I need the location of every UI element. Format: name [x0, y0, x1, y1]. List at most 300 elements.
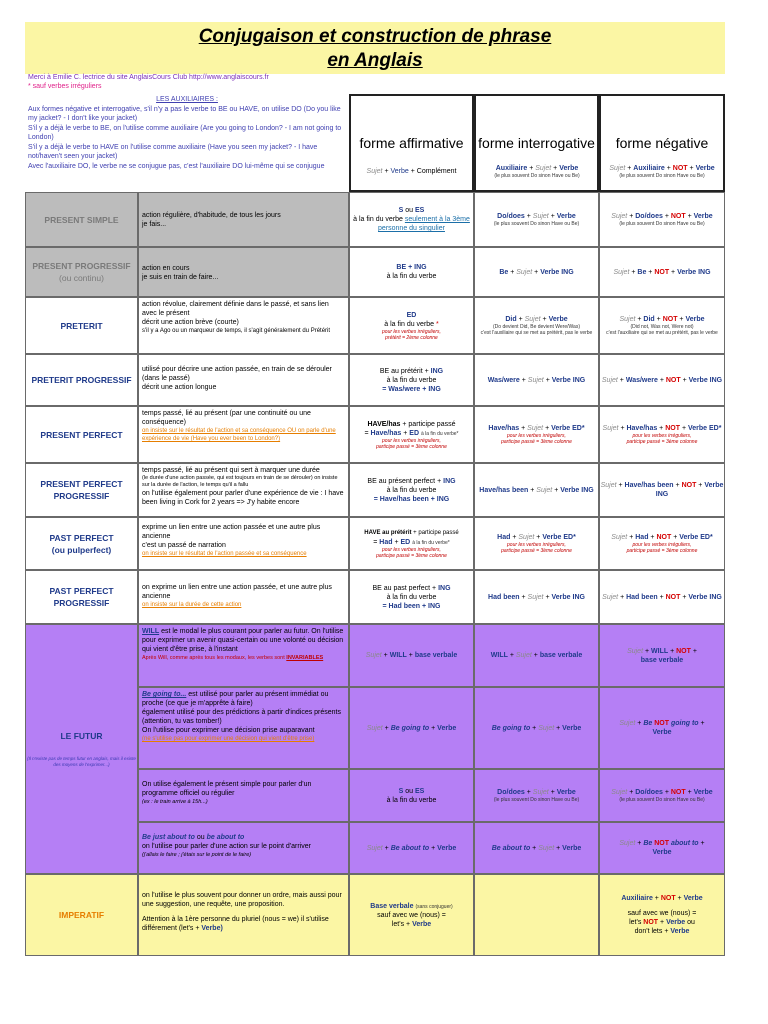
word-not: NOT: [665, 425, 680, 432]
aff-preterit: [349, 297, 474, 354]
word-will: WILL: [490, 652, 508, 659]
keyword-going-to: Be going to...: [142, 691, 187, 698]
aux-paragraph-2: S'il y a déjà le verbe to BE, on l'utilise comme auxiliaire (Are you going to London? - I am not going to London): [28, 124, 342, 141]
aux-paragraph-1: Aux formes négative et interrogative, s'il n'y a pas le verbe to BE ou HAVE, on utilise DO (Do you like my jacket? - I don't like your jacket): [28, 105, 341, 122]
tense-label: PRESENT PERFECT: [40, 429, 123, 440]
word-verb: Verbe: [559, 164, 579, 172]
header-interrogative-label: forme interrogative: [478, 135, 595, 151]
int-futur-present-simple: Do/does + Sujet + Verbe (le plus souvent Do sinon Have ou Be): [474, 769, 599, 822]
word-subject: Sujet: [366, 167, 383, 175]
word-ing: ING: [436, 495, 450, 503]
be-present-perfect: BE au présent perfect: [367, 477, 436, 485]
desc-line: Attention à la 1ère personne du pluriel (nous = we) il s'utilise différement (let's: [142, 916, 329, 932]
neg-present-perfect: Sujet + Have/has + NOT + Verbe ED* pour les verbes irréguliers, participe passé = 3ème colonne: [599, 406, 725, 463]
word-subject: Sujet: [611, 534, 628, 541]
word-subject: Sujet: [602, 593, 619, 601]
neg-futur-will: Sujet + WILL + NOT + base verbale: [599, 624, 725, 687]
word-subject: Sujet: [602, 425, 619, 432]
desc-line: action révolue, clairement définie dans le passé, et sans lien avec le présent: [142, 301, 329, 317]
neg-preterit-progressive: Sujet + Was/were + NOT + Verbe ING: [599, 354, 725, 406]
irregular-note: pour les verbes irréguliers,: [632, 542, 692, 548]
irregular-note: participe passé = 3ème colonne: [501, 439, 572, 445]
tense-sublabel: (ou pulperfect): [51, 544, 112, 555]
word-subject: Sujet: [524, 316, 541, 323]
aff-futur-will: Sujet + WILL + base verbale: [349, 624, 474, 687]
irregular-note: participe passé = 3ème colonne: [376, 552, 447, 559]
suffix-ed: ED: [406, 311, 417, 319]
word-verb: Verbe: [693, 789, 713, 796]
word-subject: Sujet: [527, 376, 544, 384]
word-verb: Verbe: [695, 164, 715, 172]
end-of-verb: à la fin du verbe: [386, 376, 437, 384]
word-aux: Do/does: [497, 213, 525, 220]
desc-past-perfect: [138, 517, 349, 570]
word-not: NOT: [656, 534, 672, 541]
irregular-note: prétérit = 2ème colonne: [385, 334, 438, 341]
end-of-verb: à la fin du verbe: [386, 486, 437, 494]
desc-line: action en cours: [142, 265, 190, 272]
word-verb-ing: Verbe ING: [551, 376, 586, 384]
word-have-has: Have/has: [488, 425, 520, 432]
desc-line: je suis en train de faire...: [142, 274, 219, 281]
word-did: Did: [643, 316, 655, 323]
desc-present-simple: [138, 192, 349, 247]
desc-futur-about-to: [138, 822, 349, 874]
tense-label: LE FUTUR: [60, 731, 103, 741]
irregular-note: * sauf verbes irréguliers: [28, 83, 102, 90]
word-will: WILL: [389, 652, 407, 659]
word-subject: Sujet: [527, 593, 544, 601]
word-verb: Verbe: [683, 895, 703, 902]
word-have-has: HAVE/has: [367, 420, 401, 428]
word-going-to: Be going to: [390, 724, 430, 732]
word-lets: let's: [629, 919, 642, 926]
word-had: Had: [497, 534, 511, 541]
suffix-ed: ED: [400, 538, 411, 546]
word-or: ou: [405, 787, 414, 795]
aff-present-perfect: HAVE/has + participe passé = Have/has + ED à la fin du verbe* pour les verbes irréguliers, participe passé = 3ème colonne: [349, 406, 474, 463]
neg-present-perfect-progressive: Sujet + Have/has been + NOT + Verbe ING: [599, 463, 725, 517]
int-present-progressive: Be + Sujet + Verbe ING: [474, 247, 599, 297]
futur-note: (Il n'existe pas de temps futur en anglais, mais il existe des moyens de l'exprimer...): [27, 756, 136, 767]
aux-paragraph-3: S'il y a déjà le verbe to HAVE on l'utilise comme auxiliaire (Have you seen my jacket? - I have not/haven't seen your jacket): [28, 143, 318, 160]
word-not: NOT: [665, 593, 681, 601]
word-not: NOT: [654, 840, 670, 847]
desc-futur-will: [138, 624, 349, 687]
neg-preterit: Sujet + Did + NOT + Verbe (Did not, Was not, Were not) c'est l'auxiliaire qui se met au prétérit, pas le verbe: [599, 297, 725, 354]
word-going-to: going to: [670, 720, 699, 727]
keyword-about-to: be about to: [206, 834, 245, 841]
aux-paragraph-4: Avec l'auxiliaire DO, le verbe ne se conjugue pas, c'est l'auxiliaire DO lui-même qui se conjugue: [28, 162, 325, 170]
aux-note: (le plus souvent Do sinon Have ou Be): [619, 221, 705, 227]
desc-present-perfect-progressive: [138, 463, 349, 517]
word-verb: Verbe: [562, 724, 582, 732]
word-not: NOT: [643, 919, 659, 926]
suffix-es: ES: [415, 207, 425, 214]
word-auxiliary: Auxiliaire: [633, 164, 665, 172]
word-or: ou: [687, 919, 695, 926]
desc-line: je fais...: [142, 221, 167, 228]
tense-label: PAST PERFECT: [49, 586, 114, 596]
desc-past-perfect-progressive: [138, 570, 349, 624]
neg-futur-going-to: Sujet + Be NOT going to + Verbe: [599, 687, 725, 769]
desc-preterit-progressive: [138, 354, 349, 406]
base-interrogative: Auxiliaire + Sujet + Verbe (le plus souvent Do sinon Have ou Be): [494, 164, 580, 179]
exception-note: sauf avec we (nous) =: [377, 911, 446, 919]
word-have-been: Have/has been: [479, 486, 529, 494]
word-auxiliary: Auxiliaire: [495, 164, 528, 172]
int-preterit-progressive: Was/were + Sujet + Verbe ING: [474, 354, 599, 406]
aux-note: (le plus souvent Do sinon Have ou Be): [619, 172, 705, 179]
word-ing: ING: [414, 264, 427, 271]
desc-line: action régulière, d'habitude, de tous les jours: [142, 212, 281, 219]
word-was-were: Was/were: [625, 376, 658, 384]
tense-imperatif: [25, 874, 138, 956]
desc-line: également utilisé pour des prédictions à partir d'indices présents (attention, tu vas tomber!): [142, 709, 342, 725]
word-not: NOT: [665, 376, 681, 384]
word-or: ou: [405, 207, 414, 214]
word-subject: Sujet: [609, 164, 626, 172]
desc-line: est utilisé pour parler au présent immédiat ou proche (ce que je m'apprête à faire): [142, 691, 329, 707]
word-verb-ing: Verbe ING: [540, 268, 574, 276]
suffix-ed: ED: [409, 429, 420, 437]
suffix-s: S: [398, 207, 404, 214]
tense-preterit-progressive: [25, 354, 138, 406]
aux-note: c'est l'auxiliaire qui se met au prétérit, pas le verbe: [480, 330, 593, 336]
desc-line: utilisé pour décrire une action passée, en train de se dérouler (dans le passé): [142, 366, 332, 382]
word-not: NOT: [654, 720, 670, 727]
aff-present-progressive: BE + ING à la fin du verbe: [349, 247, 474, 297]
word-had-been: Had been: [626, 593, 658, 601]
aff-imperatif: Base verbale (sans conjuguer) sauf avec we (nous) = let's + Verbe: [349, 874, 474, 956]
word-subject: Sujet: [535, 164, 552, 172]
word-base: base verbale: [414, 652, 458, 659]
word-subject: Sujet: [365, 652, 382, 659]
word-be: Be: [643, 720, 653, 727]
auxiliaries-heading: LES AUXILIAIRES :: [156, 96, 218, 103]
tense-present-perfect: [25, 406, 138, 463]
int-present-simple: Do/does + Sujet + Verbe (le plus souvent Do sinon Have ou Be): [474, 192, 599, 247]
keyword-invariables: INVARIABLES: [286, 655, 324, 661]
tense-label: PROGRESSIF: [53, 598, 110, 608]
word-aux: Do/does: [635, 213, 663, 220]
word-subject: Sujet: [538, 844, 555, 852]
desc-imperatif: on l'utilise le plus souvent pour donner un ordre, mais aussi pour une suggestion, une requête, une proposition. Attention à la 1ère personne du pluriel (nous = we) il s'utilise différement (let's + Verbe): [138, 874, 349, 956]
word-complement: Complément: [416, 167, 457, 175]
word-be: Be: [637, 268, 647, 276]
word-subject: Sujet: [532, 213, 549, 220]
word-have-been: Have/has been: [379, 495, 429, 503]
tense-label: PRESENT SIMPLE: [44, 214, 119, 225]
word-verb: Verbe: [556, 213, 576, 220]
word-not: NOT: [654, 268, 670, 276]
int-futur-about-to: Be about to + Sujet + Verbe: [474, 822, 599, 874]
tense-past-perfect-progressive: [25, 570, 138, 624]
desc-futur-going-to: [138, 687, 349, 769]
word-not: NOT: [676, 647, 691, 655]
desc-line: est le modal le plus courant pour parler au futur. On l'utilise pour exprimer un avenir quasi-certain ou une volonté ou décision qui vient d'être prise, à l'instant: [142, 628, 344, 653]
word-subject: Sujet: [611, 789, 628, 796]
word-verb: Verbe: [693, 213, 713, 220]
word-about-to: about to: [670, 840, 699, 847]
word-subject: Sujet: [516, 268, 533, 276]
word-had-been: Had been: [488, 593, 520, 601]
title-line-1: Conjugaison et construction de phrase: [198, 26, 552, 47]
desc-line: on l'utilise pour parler d'une action sur le point d'arriver: [142, 843, 311, 850]
suffix-es: ES: [415, 787, 425, 795]
word-ing: ING: [438, 584, 451, 592]
end-of-verb: à la fin du verbe*: [420, 430, 459, 437]
end-of-verb: à la fin du verbe: [386, 796, 437, 804]
word-had: Had: [379, 538, 393, 546]
word-not: NOT: [670, 213, 686, 220]
word-do-does: Do/does: [635, 789, 663, 796]
end-of-verb: à la fin du verbe: [384, 320, 435, 328]
keyword-just-about-to: Be just about to: [142, 834, 195, 841]
aux-note: (le plus souvent Do sinon Have ou Be): [494, 172, 580, 179]
word-verb: Verbe: [412, 920, 432, 928]
word-verb-ing: Verbe ING: [677, 268, 711, 276]
irregular-note: participe passé = 3ème colonne: [626, 439, 698, 445]
end-of-verb: à la fin du verbe*: [412, 539, 450, 546]
tense-label: PRESENT PROGRESSIF: [32, 261, 131, 271]
word-verb: Verbe: [652, 849, 672, 856]
third-person-note: seulement à la 3ème personne du singulier: [378, 216, 470, 232]
desc-line: décrit une action longue: [142, 384, 217, 391]
word-verb: Verbe: [556, 789, 576, 796]
desc-line: on exprime un lien entre une action passée, et une autre plus ancienne: [142, 584, 332, 600]
base-affirmative: Sujet + Verbe + Complément: [366, 167, 457, 175]
word-subject: Sujet: [518, 534, 535, 541]
desc-line: temps passé, lié au présent qui sert à marquer une durée: [142, 467, 320, 474]
irregular-note: participe passé = 3ème colonne: [376, 443, 447, 450]
word-not: NOT: [672, 164, 688, 172]
desc-line: On utilise également le présent simple pour parler d'un programme officiel ou régulier: [142, 781, 312, 797]
word-or: ou: [196, 834, 205, 841]
word-verb: Verbe: [685, 316, 705, 323]
tense-present-simple: [25, 192, 138, 247]
desc-preterit: [138, 297, 349, 354]
word-be: Be: [643, 840, 653, 847]
tense-label: PRETERIT: [60, 320, 103, 331]
word-verb: Verbe: [548, 316, 568, 323]
word-verb: Verbe: [437, 844, 457, 852]
desc-highlight: (ne s'utilise pas pour exprimer une décision qui vient d'être prise): [142, 736, 315, 742]
header-affirmative-label: forme affirmative: [359, 135, 464, 151]
desc-line: s'il y a Ago ou un marqueur de temps, il s'agit généralement du Prétérit: [142, 328, 331, 334]
irregular-note: participe passé = 3ème colonne: [626, 548, 698, 554]
irregular-note: pour les verbes irréguliers,: [507, 433, 566, 439]
int-past-perfect: Had + Sujet + Verbe ED* pour les verbes irréguliers, participe passé = 3ème colonne: [474, 517, 599, 570]
word-ing: ING: [428, 385, 441, 393]
have-preterit: HAVE au prétérit: [364, 529, 412, 536]
credits-line: Merci à Emilie C. lectrice du site AnglaisCours Club http://www.anglaiscours.fr: [28, 74, 269, 81]
desc-line: c'est un passé de narration: [142, 542, 226, 549]
word-subject: Sujet: [538, 724, 555, 732]
int-futur-going-to: Be going to + Sujet + Verbe: [474, 687, 599, 769]
tense-futur: [25, 624, 138, 874]
end-of-verb: à la fin du verbe: [386, 593, 437, 601]
word-not: NOT: [660, 895, 676, 902]
end-of-verb: à la fin du verbe: [386, 273, 437, 280]
word-not: NOT: [662, 316, 678, 323]
word-subject: Sujet: [627, 647, 644, 655]
word-have-has: Have/has: [626, 425, 658, 432]
word-verb: Verbe: [562, 844, 582, 852]
tense-label: PAST PERFECT: [49, 532, 114, 543]
int-past-perfect-progressive: Had been + Sujet + Verbe ING: [474, 570, 599, 624]
word-have-been: Have/has been: [624, 482, 674, 489]
int-present-perfect-progressive: Have/has been + Sujet + Verbe ING: [474, 463, 599, 517]
keyword-will: WILL: [142, 628, 160, 635]
word-will: WILL: [651, 647, 669, 655]
asterisk: *: [436, 320, 439, 328]
word-subject: Sujet: [619, 720, 636, 727]
word-verb-ing: Verbe ING: [655, 482, 724, 498]
aux-note: (le plus souvent Do sinon Have ou Be): [619, 797, 705, 803]
desc-line: temps passé, lié au présent (par une continuité ou une conséquence): [142, 410, 311, 426]
aff-present-perfect-progressive: BE au présent perfect + ING à la fin du verbe = Have/has been + ING: [349, 463, 474, 517]
aux-note: (Did not, Was not, Were not): [630, 324, 694, 330]
tense-sublabel: (ou continu): [59, 273, 104, 283]
title-line-2: en Anglais: [327, 50, 423, 71]
word-dont-lets: don't lets: [634, 928, 663, 935]
irregular-note: pour les verbes irréguliers,: [632, 433, 692, 439]
word-subject: Sujet: [619, 316, 636, 323]
suffix-s: S: [398, 787, 404, 795]
aff-preterit-progressive: BE au prétérit + ING à la fin du verbe = Was/were + ING: [349, 354, 474, 406]
past-participle: participe passé: [408, 420, 456, 428]
desc-highlight: on insiste sur la durée de cette action: [142, 602, 242, 608]
tense-preterit: [25, 297, 138, 354]
tense-present-progressive: [25, 247, 138, 297]
aff-futur-about-to: Sujet + Be about to + Verbe: [349, 822, 474, 874]
exception-note: sauf avec we (nous) =: [627, 910, 697, 917]
word-subject: Sujet: [527, 425, 544, 432]
word-subject: Sujet: [619, 840, 636, 847]
base-negative: Sujet + Auxiliaire + NOT + Verbe (le plus souvent Do sinon Have ou Be): [609, 164, 715, 179]
neg-futur-about-to: Sujet + Be NOT about to + Verbe: [599, 822, 725, 874]
word-did: Did: [505, 316, 517, 323]
word-subject: Sujet: [366, 724, 383, 732]
irregular-note: pour les verbes irréguliers,: [382, 546, 441, 553]
be-preterit: BE au prétérit: [379, 367, 423, 375]
word-subject: Sujet: [366, 844, 383, 852]
word-verb-ing: Verbe ING: [551, 593, 585, 601]
irregular-note: pour les verbes irréguliers,: [382, 328, 441, 335]
int-present-perfect: Have/has + Sujet + Verbe ED* pour les verbes irréguliers, participe passé = 3ème colonne: [474, 406, 599, 463]
word-subject: Sujet: [515, 652, 532, 659]
neg-imperatif: Auxiliaire + NOT + Verbe sauf avec we (nous) = let's NOT + Verbe ou don't lets + Verbe: [599, 874, 725, 956]
word-was-were: Was/were: [388, 385, 421, 393]
word-verb-ed: Verbe ED*: [687, 425, 722, 432]
word-base: Base verbale: [370, 902, 414, 910]
desc-highlight: on insiste sur le résultat de l'action passée et sa conséquence: [142, 551, 307, 557]
desc-line: on l'utilise également pour parler d'une expérience de vie : I have been living in Cork for 2 years => J'y habite encore: [142, 490, 344, 506]
header-negative-label: forme négative: [615, 135, 709, 151]
desc-futur-present-simple: [138, 769, 349, 822]
word-had-been: Had been: [388, 602, 421, 610]
word-verb: Verbe: [652, 729, 672, 736]
tense-label: PRESENT PERFECT: [40, 479, 123, 489]
word-about-to: Be about to: [491, 844, 531, 852]
word-verb: Verbe): [201, 925, 223, 932]
word-not: NOT: [681, 482, 697, 489]
tense-label: PRETERIT PROGRESSIF: [31, 375, 132, 385]
irregular-note: participe passé = 3ème colonne: [501, 548, 572, 554]
word-had: Had: [635, 534, 649, 541]
word-subject: Sujet: [613, 268, 630, 276]
aff-past-perfect: HAVE au prétérit + participe passé = Had + ED à la fin du verbe* pour les verbes irréguliers, participe passé = 3ème colonne: [349, 517, 474, 570]
word-verb-ing: Verbe ING: [688, 376, 723, 384]
aff-futur-present-simple: [349, 769, 474, 822]
word-was-were: Was/were: [487, 376, 520, 384]
word-verb-ed: Verbe ED*: [679, 534, 713, 541]
word-subject: Sujet: [532, 789, 549, 796]
desc-line: (le durée d'une action passée, qui est toujours en train de se dérouler) on insiste sur la durée de l'action, le temps qu'il a fallu: [142, 475, 338, 488]
int-imperatif-empty: [474, 874, 599, 956]
word-ing: ING: [443, 477, 456, 485]
desc-example: (j'allais le faire ; j'étais sur le point de le faire): [142, 852, 252, 858]
tense-present-perfect-progressive: [25, 463, 138, 517]
credits: [28, 73, 348, 91]
end-of-verb: à la fin du verbe: [353, 216, 403, 223]
word-be: Be: [499, 268, 509, 276]
desc-line: exprime un lien entre une action passée et une autre plus ancienne: [142, 524, 321, 540]
aff-past-perfect-progressive: BE au past perfect + ING à la fin du verbe = Had been + ING: [349, 570, 474, 624]
word-verb-ing: Verbe ING: [560, 486, 594, 494]
desc-line: décrit une action brève (courte): [142, 319, 239, 326]
word-do-does: Do/does: [497, 789, 525, 796]
tense-past-perfect: [25, 517, 138, 570]
aux-note: c'est l'auxiliaire qui se met au prétérit, pas le verbe: [606, 330, 718, 336]
int-preterit: Did + Sujet + Verbe (Do devient Did, Be devient Were/Was) c'est l'auxiliaire qui se met au prétérit, pas le verbe: [474, 297, 599, 354]
irregular-note: pour les verbes irréguliers,: [382, 437, 441, 444]
word-about-to: Be about to: [390, 844, 430, 852]
word-verb: Verbe: [666, 919, 686, 926]
desc-note: Après Will, comme après tous les modaux, les verbes sont: [142, 655, 285, 661]
word-ing: ING: [428, 602, 441, 610]
word-verb: Verbe: [390, 167, 409, 175]
aff-present-simple: [349, 192, 474, 247]
word-base: base verbale: [539, 652, 583, 659]
desc-present-progressive: [138, 247, 349, 297]
desc-present-perfect: [138, 406, 349, 463]
word-verb: Verbe: [670, 928, 690, 935]
past-participle: participe passé: [418, 529, 459, 536]
aff-futur-going-to: Sujet + Be going to + Verbe: [349, 687, 474, 769]
tense-label: IMPERATIF: [58, 910, 105, 920]
title-banner: [25, 22, 725, 74]
neg-present-simple: Sujet + Do/does + NOT + Verbe (le plus souvent Do sinon Have ou Be): [599, 192, 725, 247]
word-verb-ed: Verbe ED*: [542, 534, 576, 541]
desc-line: On l'utilise pour exprimer une décision prise auparavant: [142, 727, 315, 734]
auxiliaries-note: [28, 95, 346, 171]
desc-example: (ex : le train arrive à 15h...): [142, 799, 208, 805]
word-subject: Sujet: [536, 486, 553, 494]
aux-note: (Do devient Did, Be devient Were/Was): [493, 324, 580, 330]
be-past-perfect: BE au past perfect: [372, 584, 431, 592]
word-lets: let's: [391, 920, 405, 928]
neg-past-perfect: Sujet + Had + NOT + Verbe ED* pour les verbes irréguliers, participe passé = 3ème colonne: [599, 517, 725, 570]
word-base: base verbale: [640, 656, 684, 664]
aux-note: (le plus souvent Do sinon Have ou Be): [493, 797, 580, 803]
int-futur-will: WILL + Sujet + base verbale: [474, 624, 599, 687]
word-subject: Sujet: [601, 376, 618, 384]
word-have-has: Have/has: [370, 429, 402, 437]
desc-line: on l'utilise le plus souvent pour donner un ordre, mais aussi pour une suggestion, une requête, une proposition.: [142, 892, 342, 908]
irregular-note: pour les verbes irréguliers,: [507, 542, 566, 548]
